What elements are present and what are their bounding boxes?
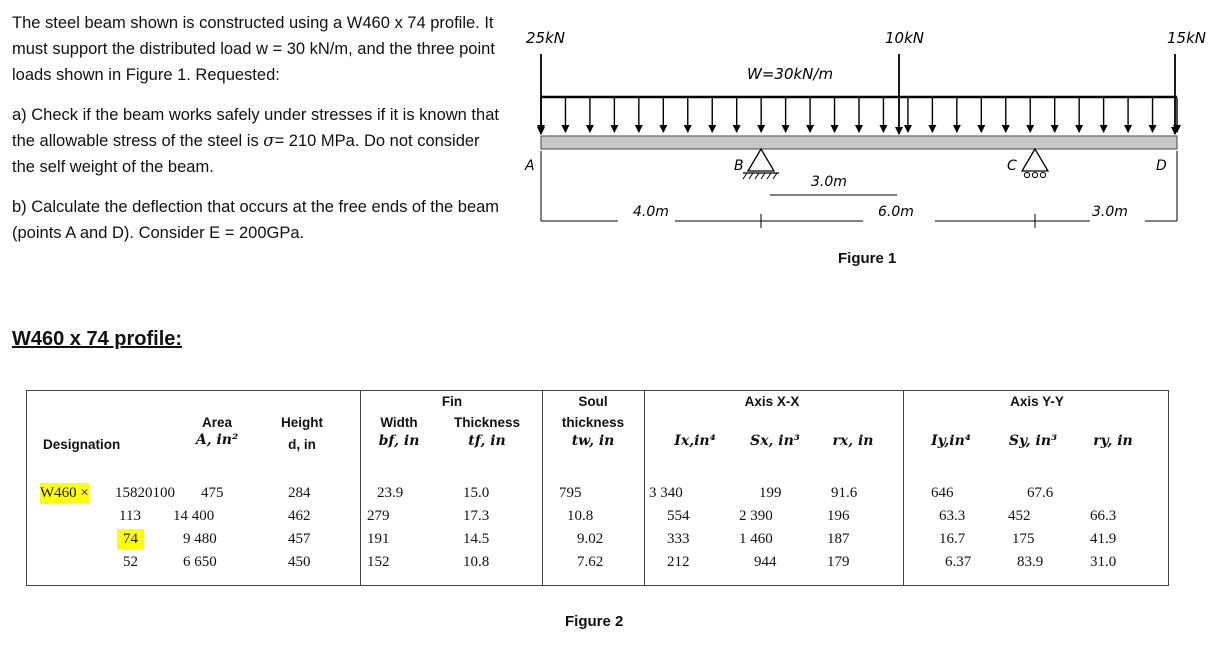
header-iy: Iy,in⁴ (931, 433, 971, 449)
table-cell: 66.3 (1090, 508, 1117, 524)
table-cell: 179 (827, 554, 850, 570)
column-divider (644, 391, 645, 586)
table-cell: 452 (1008, 508, 1031, 524)
table-cell: 175 (1012, 531, 1035, 547)
header-thickness-symbol: tf, in (468, 433, 506, 449)
table-cell: 2 390 (739, 508, 773, 524)
load-label-left: 25kN (526, 29, 565, 47)
table-cell: 52 (123, 554, 138, 570)
header-fin: Fin (441, 394, 463, 409)
table-cell: 67.6 (1027, 485, 1054, 501)
table-cell: 6 650 (183, 554, 217, 570)
figure-1-caption: Figure 1 (838, 250, 897, 267)
table-cell: 23.9 (377, 485, 404, 501)
table-cell: 333 (667, 531, 690, 547)
support-b-pin (743, 149, 779, 179)
header-area: Area (201, 415, 233, 430)
distributed-load-label: W=30kN/m (747, 65, 834, 83)
dimension-label-bc: 6.0m (878, 204, 914, 220)
table-cell: 554 (667, 508, 690, 524)
table-cell: 14 400 (173, 508, 215, 524)
table-cell: 3 340 (649, 485, 683, 501)
header-height: Height (281, 415, 323, 430)
table-cell: 457 (288, 531, 311, 547)
header-axis-yy: Axis Y-Y (1010, 394, 1064, 409)
dimension-label-ab: 4.0m (633, 204, 669, 220)
column-divider (360, 391, 361, 586)
dimension-label-cd: 3.0m (1092, 204, 1128, 220)
table-cell: 187 (827, 531, 850, 547)
header-rx: rx, in (832, 433, 874, 449)
problem-intro: The steel beam shown is constructed using a W460 x 74 profile. It must support the distributed load w = 30 kN/m, and the three point loads shown in Figure 1. Requested: (12, 14, 495, 84)
table-cell: 14.5 (463, 531, 490, 547)
header-area-symbol: A, in² (195, 432, 239, 448)
problem-statement (12, 10, 502, 260)
table-cell: 10.8 (567, 508, 594, 524)
table-cell: 1 460 (739, 531, 773, 547)
table-cell: 9 480 (183, 531, 217, 547)
table-cell: 191 (367, 531, 390, 547)
table-cell: 284 (288, 485, 311, 501)
figure-2-caption: Figure 2 (565, 613, 624, 630)
table-cell: 646 (931, 485, 954, 501)
cell-designation-selected: 74 (117, 529, 144, 549)
table-cell: 450 (288, 554, 311, 570)
beam (541, 136, 1177, 149)
part-a-text-end: = 210 MPa. Do not consider the self weight of the beam. (12, 132, 480, 176)
header-designation: Designation (43, 437, 121, 452)
beam-diagram (515, 18, 1215, 228)
support-c-roller (1022, 149, 1048, 178)
cell-designation-family: W460 × (40, 485, 89, 501)
table-cell: 152 (367, 554, 390, 570)
table-cell: 31.0 (1090, 554, 1117, 570)
point-label-d: D (1156, 158, 1167, 174)
point-label-b: B (734, 158, 744, 174)
problem-part-b: b) Calculate the deflection that occurs at the free ends of the beam (points A and D). Consider E = 200GPa. (12, 198, 500, 242)
table-cell: 279 (367, 508, 390, 524)
table-cell: 7.62 (577, 554, 604, 570)
table-cell: 15820100 (115, 485, 175, 501)
header-soul: Soul (578, 394, 608, 409)
table-cell: 10.8 (463, 554, 490, 570)
header-sx: Sx, in³ (750, 433, 800, 449)
table-cell: 212 (667, 554, 690, 570)
header-height-symbol: d, in (288, 437, 316, 452)
header-soul-thickness: thickness (561, 415, 625, 430)
column-divider (903, 391, 904, 586)
header-ry: ry, in (1093, 433, 1133, 449)
table-cell: 475 (201, 485, 224, 501)
table-cell: 91.6 (831, 485, 858, 501)
dimension-label-b-mid: 3.0m (811, 174, 847, 190)
distributed-load-arrows (541, 98, 1177, 132)
table-cell: 462 (288, 508, 311, 524)
column-divider (542, 391, 543, 586)
table-cell: 9.02 (577, 531, 604, 547)
table-cell: 113 (119, 508, 141, 524)
profile-table (26, 390, 1169, 586)
table-cell: 41.9 (1090, 531, 1117, 547)
table-cell: 63.3 (939, 508, 966, 524)
header-axis-xx: Axis X-X (744, 394, 800, 409)
header-ix: Ix,in⁴ (674, 433, 716, 449)
header-width: Width (380, 415, 418, 430)
load-label-middle: 10kN (885, 29, 924, 47)
load-label-right: 15kN (1167, 29, 1206, 47)
table-cell: 16.7 (939, 531, 966, 547)
sigma-symbol: σ (263, 131, 275, 150)
point-label-a: A (525, 158, 535, 174)
table-cell: 196 (827, 508, 850, 524)
problem-part-a (12, 102, 502, 180)
profile-heading: W460 x 74 profile: (12, 328, 183, 350)
point-label-c: C (1007, 158, 1017, 174)
table-cell: 199 (759, 485, 782, 501)
part-a-text: a) Check if the beam works safely under stresses if it is known that the allowable stress of the steel is (12, 106, 499, 150)
table-cell: 795 (559, 485, 582, 501)
header-width-symbol: bf, in (378, 433, 420, 449)
table-cell: 83.9 (1017, 554, 1044, 570)
table-cell: 17.3 (463, 508, 490, 524)
table-cell: 944 (754, 554, 777, 570)
table-cell: 6.37 (945, 554, 972, 570)
table-cell: 15.0 (463, 485, 490, 501)
header-sy: Sy, in³ (1008, 433, 1058, 449)
header-thickness: Thickness (453, 415, 521, 430)
header-soul-symbol: tw, in (571, 433, 615, 449)
